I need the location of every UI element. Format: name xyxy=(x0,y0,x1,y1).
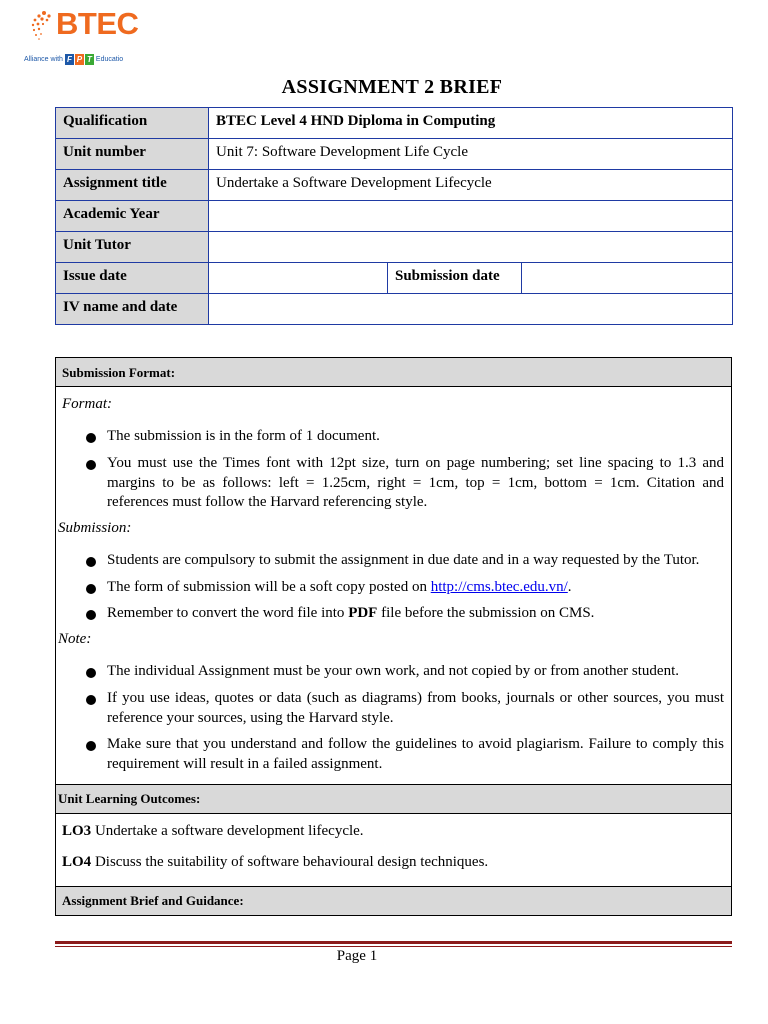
bullet-icon xyxy=(86,610,96,620)
assignment-title-label: Assignment title xyxy=(56,170,209,201)
iv-name-value xyxy=(209,294,733,325)
issue-date-value xyxy=(209,263,388,294)
list-item-text: If you use ideas, quotes or data (such as diagrams) from books, journals or other sources, you must reference your sources, using the Harvard style. xyxy=(107,690,724,726)
note-heading: Note: xyxy=(58,631,92,647)
bullet-icon xyxy=(86,741,96,751)
lo3-text: Undertake a software development lifecycle. xyxy=(91,823,364,839)
list-item-text: Make sure that you understand and follow the guidelines to avoid plagiarism. Failure to comply this requirement will result in a failed assignment. xyxy=(107,736,724,772)
bullet-icon xyxy=(86,557,96,567)
brief-guidance-header: Assignment Brief and Guidance: xyxy=(56,886,731,915)
lo4-code: LO4 xyxy=(62,854,92,870)
btec-wordmark: BTEC xyxy=(56,6,139,41)
list-item-text xyxy=(107,578,724,598)
list-item xyxy=(86,689,724,728)
list-item-text: The submission is in the form of 1 document. xyxy=(107,428,380,444)
submission-heading: Submission: xyxy=(58,520,132,536)
qualification-value: BTEC Level 4 HND Diploma in Computing xyxy=(209,108,733,139)
unit-tutor-label: Unit Tutor xyxy=(56,232,209,263)
list-item xyxy=(86,662,724,682)
pdf-suffix: file before the submission on CMS. xyxy=(377,605,595,621)
bullet-icon xyxy=(86,695,96,705)
table-row xyxy=(56,170,733,201)
table-row xyxy=(56,201,733,232)
fpt-letter-f: F xyxy=(65,54,74,65)
fpt-letter-p: P xyxy=(76,54,83,64)
unit-number-label: Unit number xyxy=(56,139,209,170)
lo4-text: Discuss the suitability of software behavioural design techniques. xyxy=(91,854,489,870)
academic-year-label: Academic Year xyxy=(56,201,209,232)
tagline-prefix: Alliance with xyxy=(24,55,63,63)
list-item xyxy=(86,427,724,447)
table-row xyxy=(56,232,733,263)
tagline-suffix: Educatio xyxy=(95,55,124,63)
page-title: ASSIGNMENT 2 BRIEF xyxy=(281,76,503,98)
qualification-label: Qualification xyxy=(56,108,209,139)
table-row xyxy=(56,108,733,139)
list-item xyxy=(86,454,724,513)
pdf-bold: PDF xyxy=(348,605,378,621)
lo3-item xyxy=(62,823,364,840)
list-item xyxy=(86,604,724,624)
unit-tutor-value xyxy=(209,232,733,263)
format-heading: Format: xyxy=(62,396,112,412)
submission-box xyxy=(55,357,732,916)
list-item xyxy=(86,735,724,774)
assignment-title-value: Undertake a Software Development Lifecycle xyxy=(209,170,733,201)
table-row xyxy=(56,294,733,325)
submission-date-label: Submission date xyxy=(388,263,522,294)
bullet-icon xyxy=(86,668,96,678)
learning-outcomes-header: Unit Learning Outcomes: xyxy=(56,784,731,814)
cms-text: The form of submission will be a soft copy posted on xyxy=(107,579,431,595)
assignment-info-table xyxy=(55,107,733,325)
footer-rule-thin xyxy=(55,946,732,947)
issue-date-label: Issue date xyxy=(56,263,209,294)
iv-name-label: IV name and date xyxy=(56,294,209,325)
btec-logo xyxy=(22,8,142,66)
lo3-code: LO3 xyxy=(62,823,92,839)
bullet-icon xyxy=(86,584,96,594)
cms-suffix: . xyxy=(567,579,572,595)
logo-tagline xyxy=(24,51,144,67)
list-item-text: Students are compulsory to submit the assignment in due date and in a way requested by the Tutor. xyxy=(107,552,700,568)
submission-date-value xyxy=(522,263,733,294)
fpt-logo xyxy=(65,54,94,65)
table-row xyxy=(56,263,733,294)
lo4-item xyxy=(62,854,488,871)
bullet-icon xyxy=(86,460,96,470)
list-item xyxy=(86,578,724,598)
list-item-text: The individual Assignment must be your own work, and not copied by or from another student. xyxy=(107,663,679,679)
submission-format-header: Submission Format: xyxy=(56,358,731,387)
page-number: Page 1 xyxy=(336,948,378,964)
list-item-text: You must use the Times font with 12pt size, turn on page numbering; set line spacing to 1.3 and margins to be as follows: left = 1.25cm, right = 1cm, top = 1cm, bottom = 1cm. Citation and references must follow the Harvard referencing style. xyxy=(107,455,724,510)
list-item xyxy=(86,551,724,571)
unit-number-value: Unit 7: Software Development Life Cycle xyxy=(209,139,733,170)
bullet-icon xyxy=(86,433,96,443)
pdf-text: Remember to convert the word file into xyxy=(107,605,349,621)
footer-rule xyxy=(55,941,732,944)
table-row xyxy=(56,139,733,170)
list-item-text xyxy=(107,604,724,624)
fpt-letter-t: T xyxy=(85,54,94,65)
academic-year-value xyxy=(209,201,733,232)
cms-link[interactable]: http://cms.btec.edu.vn/ xyxy=(430,579,568,595)
